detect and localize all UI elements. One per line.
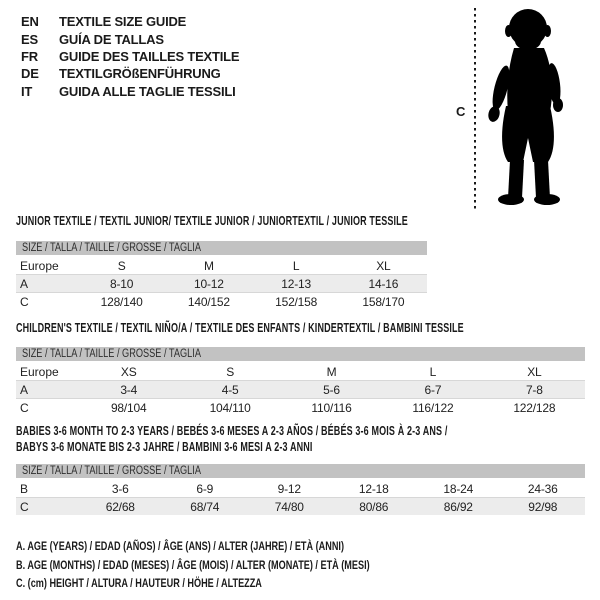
baby-figure bbox=[450, 4, 600, 214]
row-label: C bbox=[20, 400, 29, 415]
table-cell: 12-18 bbox=[358, 481, 389, 496]
babies-table-title-line-2: BABYS 3-6 MONATE BIS 2-3 JAHRE / BAMBINI 3-6 MESI A 2-3 ANNI bbox=[16, 440, 313, 454]
junior-table-title: JUNIOR TEXTILE / TEXTIL JUNIOR/ TEXTILE JUNIOR / JUNIORTEXTIL / JUNIOR TESSILE bbox=[16, 214, 408, 228]
babies-table-title bbox=[16, 423, 447, 455]
children-size-table bbox=[16, 347, 585, 416]
table-cell: 68/74 bbox=[190, 499, 220, 514]
language-code: EN bbox=[21, 14, 39, 30]
size-header-bar bbox=[16, 464, 585, 478]
language-label: GUÍA DE TALLAS bbox=[59, 31, 164, 47]
legend-line-b: B. AGE (MONTHS) / EDAD (MESES) / ÂGE (MOIS) / ALTER (MONATE) / ETÀ (MESI) bbox=[16, 557, 370, 572]
table-cell: 74/80 bbox=[274, 499, 304, 514]
table-cell: 8-10 bbox=[110, 276, 134, 291]
table-cell: M bbox=[326, 364, 337, 379]
table-cell: XL bbox=[527, 364, 542, 379]
language-label: TEXTILGRÖßENFÜHRUNG bbox=[59, 66, 221, 82]
table-cell: 152/158 bbox=[275, 294, 318, 309]
table-cell: 92/98 bbox=[528, 499, 558, 514]
table-cell: 128/140 bbox=[100, 294, 143, 309]
table-row-height bbox=[16, 399, 585, 416]
table-cell: XS bbox=[120, 364, 137, 379]
size-header-text: SIZE / TALLA / TAILLE / GRÖSSE / TAGLIA bbox=[22, 242, 201, 254]
language-code: DE bbox=[21, 66, 39, 82]
table-row-age bbox=[16, 381, 585, 399]
table-cell: 10-12 bbox=[194, 276, 224, 291]
row-label: B bbox=[20, 481, 29, 496]
language-code: IT bbox=[21, 83, 33, 99]
legend-line-a: A. AGE (YEARS) / EDAD (AÑOS) / ÂGE (ANS) / ALTER (JAHRE) / ETÀ (ANNI) bbox=[16, 539, 344, 553]
size-header-bar bbox=[16, 241, 427, 255]
row-label: Europe bbox=[20, 258, 59, 273]
table-cell: 24-36 bbox=[527, 481, 558, 496]
table-cell: 62/68 bbox=[105, 499, 135, 514]
table-cell: 98/104 bbox=[110, 400, 147, 415]
table-cell: 7-8 bbox=[525, 382, 543, 397]
table-cell: 122/128 bbox=[513, 400, 556, 415]
language-row bbox=[21, 30, 239, 47]
language-row bbox=[21, 48, 239, 65]
table-cell: 158/170 bbox=[362, 294, 405, 309]
row-label: Europe bbox=[20, 364, 59, 379]
children-table-title: CHILDREN'S TEXTILE / TEXTIL NIÑO/A / TEXTILE DES ENFANTS / KINDERTEXTIL / BAMBINI TESSILE bbox=[16, 321, 464, 335]
table-cell: 9-12 bbox=[277, 481, 301, 496]
row-label: C bbox=[20, 499, 29, 514]
table-cell: 18-24 bbox=[443, 481, 474, 496]
language-label: TEXTILE SIZE GUIDE bbox=[59, 14, 187, 30]
table-cell: 5-6 bbox=[323, 382, 340, 397]
table-cell: L bbox=[429, 364, 437, 379]
language-list bbox=[21, 13, 239, 100]
table-row-age bbox=[16, 275, 427, 293]
language-code: FR bbox=[21, 48, 38, 64]
language-row bbox=[21, 65, 239, 82]
height-measure-label: C bbox=[456, 104, 466, 119]
table-cell: 80/86 bbox=[359, 499, 389, 514]
table-row-height bbox=[16, 498, 585, 515]
language-row bbox=[21, 83, 239, 100]
size-header-text: SIZE / TALLA / TAILLE / GRÖSSE / TAGLIA bbox=[22, 465, 201, 477]
table-cell: 116/122 bbox=[412, 400, 454, 415]
size-header-bar bbox=[16, 347, 585, 361]
junior-size-table bbox=[16, 241, 427, 310]
table-cell: 6-9 bbox=[196, 481, 214, 496]
row-label: A bbox=[20, 276, 29, 291]
table-cell: 12-13 bbox=[281, 276, 311, 291]
language-label: GUIDA ALLE TAGLIE TESSILI bbox=[59, 83, 236, 99]
baby-silhouette bbox=[487, 9, 563, 205]
table-cell: 140/152 bbox=[187, 294, 230, 309]
table-cell: XL bbox=[376, 258, 391, 273]
babies-table-title-line-1: BABIES 3-6 MONTH TO 2-3 YEARS / BEBÉS 3-6 MESES A 2-3 AÑOS / BÉBÉS 3-6 MOIS À 2-3 ANS / bbox=[16, 424, 448, 438]
table-cell: 3-4 bbox=[120, 382, 138, 397]
table-cell: 3-6 bbox=[111, 481, 129, 496]
language-row bbox=[21, 13, 239, 30]
table-cell: S bbox=[117, 258, 126, 273]
measure-legend bbox=[16, 537, 481, 593]
table-row-europe bbox=[16, 363, 585, 381]
table-cell: 86/92 bbox=[443, 499, 473, 514]
table-cell: 6-7 bbox=[424, 382, 442, 397]
row-label: A bbox=[20, 382, 29, 397]
size-header-text: SIZE / TALLA / TAILLE / GRÖSSE / TAGLIA bbox=[22, 348, 201, 360]
legend-line-c: C. (cm) HEIGHT / ALTURA / HAUTEUR / HÖHE / ALTEZZA bbox=[16, 576, 262, 591]
table-cell: 14-16 bbox=[368, 276, 399, 291]
table-cell: 4-5 bbox=[221, 382, 239, 397]
table-row-height bbox=[16, 293, 427, 310]
row-label: C bbox=[20, 294, 29, 309]
table-row-europe bbox=[16, 257, 427, 275]
babies-size-table bbox=[16, 464, 585, 515]
table-cell: 110/116 bbox=[311, 400, 352, 415]
table-cell: 104/110 bbox=[209, 400, 251, 415]
table-row-age-months bbox=[16, 480, 585, 498]
language-code: ES bbox=[21, 31, 38, 47]
baby-figure-graphic bbox=[450, 4, 600, 214]
table-cell: L bbox=[292, 258, 300, 273]
table-cell: M bbox=[203, 258, 214, 273]
language-label: GUIDE DES TAILLES TEXTILE bbox=[59, 48, 240, 64]
table-cell: S bbox=[226, 364, 235, 379]
